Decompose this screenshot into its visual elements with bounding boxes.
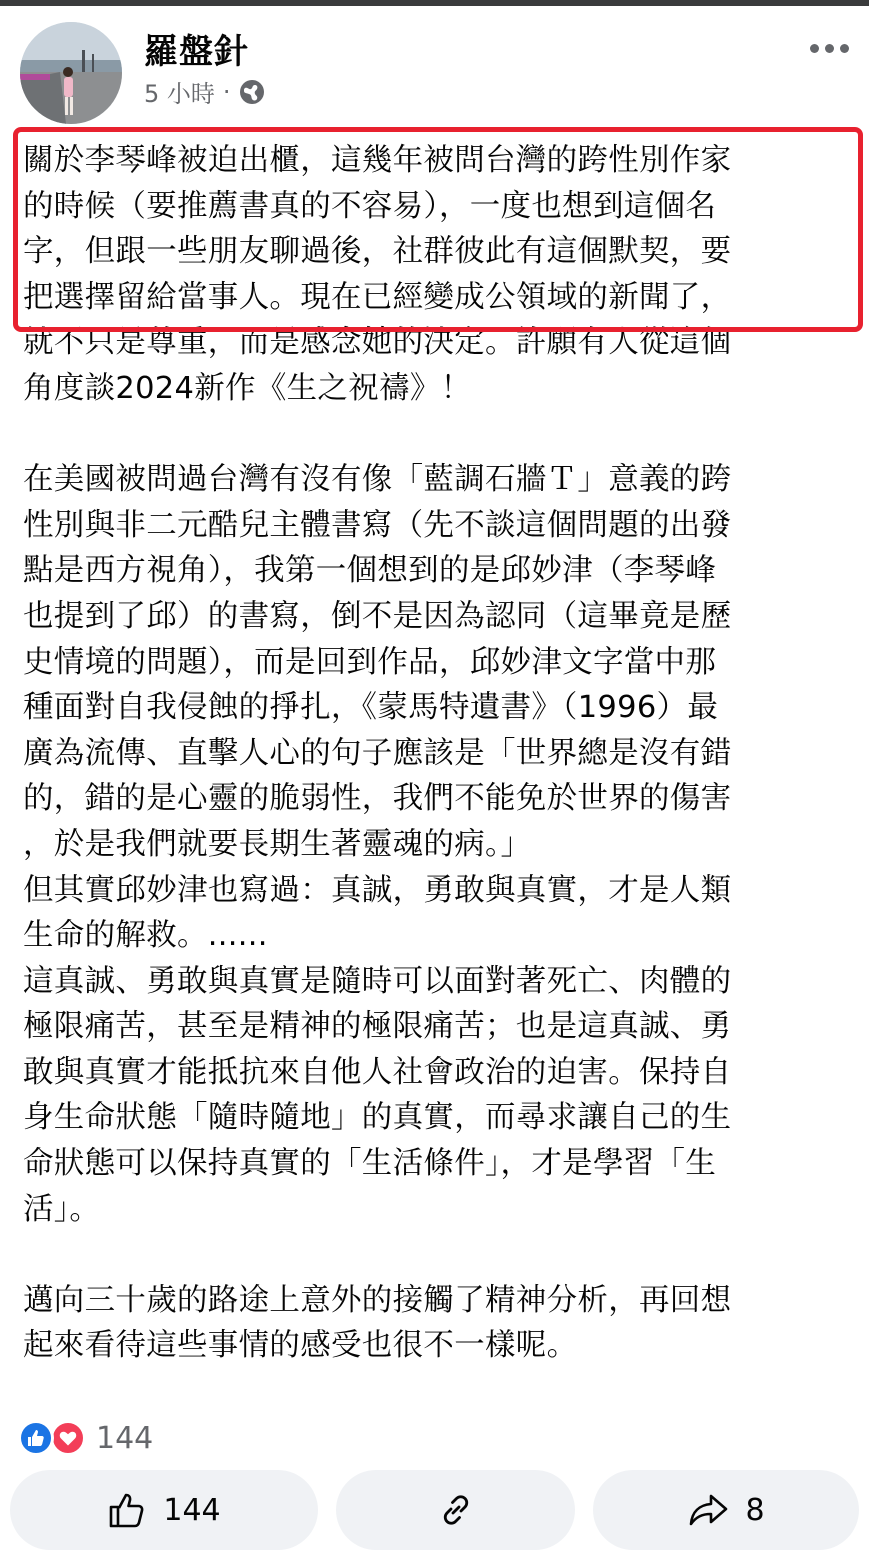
post-line: 生命的解救。......: [23, 918, 268, 954]
post-line: 種面對自我侵蝕的掙扎，《蒙馬特遺書》（1996）最: [23, 690, 719, 726]
post-line: 的時候（要推薦書真的不容易），一度也想到這個名: [23, 188, 717, 224]
post-meta: [144, 74, 265, 109]
top-status-bar: [0, 0, 869, 6]
post-line: 命狀態可以保持真實的「生活條件」，才是學習「生: [23, 1146, 717, 1182]
post-line: 角度談2024新作《生之祝禱》！: [23, 370, 472, 406]
copy-link-button[interactable]: [336, 1470, 575, 1550]
avatar[interactable]: [20, 22, 122, 124]
avatar-photo: [20, 22, 122, 124]
share-count: 8: [745, 1492, 765, 1528]
more-options-button[interactable]: [810, 44, 849, 53]
more-dot-icon: [825, 44, 834, 53]
reaction-count: 144: [96, 1420, 154, 1456]
post-line: 活」。: [23, 1191, 101, 1227]
post-line: 性別與非二元酷兒主體書寫（先不談這個問題的出發: [23, 507, 732, 543]
post-line: 但其實邱妙津也寫過：真誠，勇敢與真實，才是人類: [23, 872, 732, 908]
post-line: 這真誠、勇敢與真實是隨時可以面對著死亡、肉體的: [23, 963, 732, 999]
post-line: 史情境的問題），而是回到作品，邱妙津文字當中那: [23, 644, 717, 680]
post-line: 邁向三十歲的路途上意外的接觸了精神分析，再回想: [23, 1282, 732, 1318]
post-line: 起來看待這些事情的感受也很不一樣呢。: [23, 1328, 578, 1364]
like-icon: [18, 1420, 54, 1456]
reactions-summary[interactable]: [18, 1420, 153, 1456]
post-line: 身生命狀態「隨時隨地」的真實，而尋求讓自己的生: [23, 1100, 732, 1136]
post-line: 關於李琴峰被迫出櫃，這幾年被問台灣的跨性別作家: [23, 143, 732, 178]
meta-separator: ·: [222, 77, 231, 106]
like-button[interactable]: [10, 1470, 318, 1550]
love-icon: [50, 1420, 86, 1456]
post-line: 在美國被問過台灣有沒有像「藍調石牆Ｔ」意義的跨: [23, 462, 732, 498]
post-line: 把選擇留給當事人。現在已經變成公領域的新聞了，: [23, 279, 732, 315]
post-time[interactable]: 5 小時: [144, 80, 215, 108]
like-count: 144: [163, 1492, 221, 1528]
post-line: 的，錯的是心靈的脆弱性，我們不能免於世界的傷害: [23, 781, 732, 817]
post-line: 點是西方視角），我第一個想到的是邱妙津（李琴峰: [23, 553, 717, 589]
post-line: 也提到了邱）的書寫，倒不是因為認同（這畢竟是歷: [23, 598, 732, 634]
share-arrow-icon: [687, 1490, 731, 1530]
share-button[interactable]: [593, 1470, 859, 1550]
post-line: 就不只是尊重，而是感念她的決定。許願有人從這個: [23, 325, 732, 361]
post-line: 廣為流傳、直擊人心的句子應該是「世界總是沒有錯: [23, 735, 732, 771]
link-icon: [436, 1490, 476, 1530]
highlight-box: [13, 127, 863, 332]
thumbs-up-icon: [107, 1489, 149, 1531]
post-line: 敢與真實才能抵抗來自他人社會政治的迫害。保持自: [23, 1054, 732, 1090]
author-name[interactable]: 羅盤針: [144, 32, 249, 72]
more-dot-icon: [810, 44, 819, 53]
post-line: 字，但跟一些朋友聊過後，社群彼此有這個默契，要: [23, 234, 732, 270]
globe-icon: [239, 79, 265, 105]
post-line: 極限痛苦，甚至是精神的極限痛苦；也是這真誠、勇: [23, 1009, 732, 1045]
post-line: ，於是我們就要長期生著靈魂的病。」: [23, 826, 532, 862]
more-dot-icon: [840, 44, 849, 53]
